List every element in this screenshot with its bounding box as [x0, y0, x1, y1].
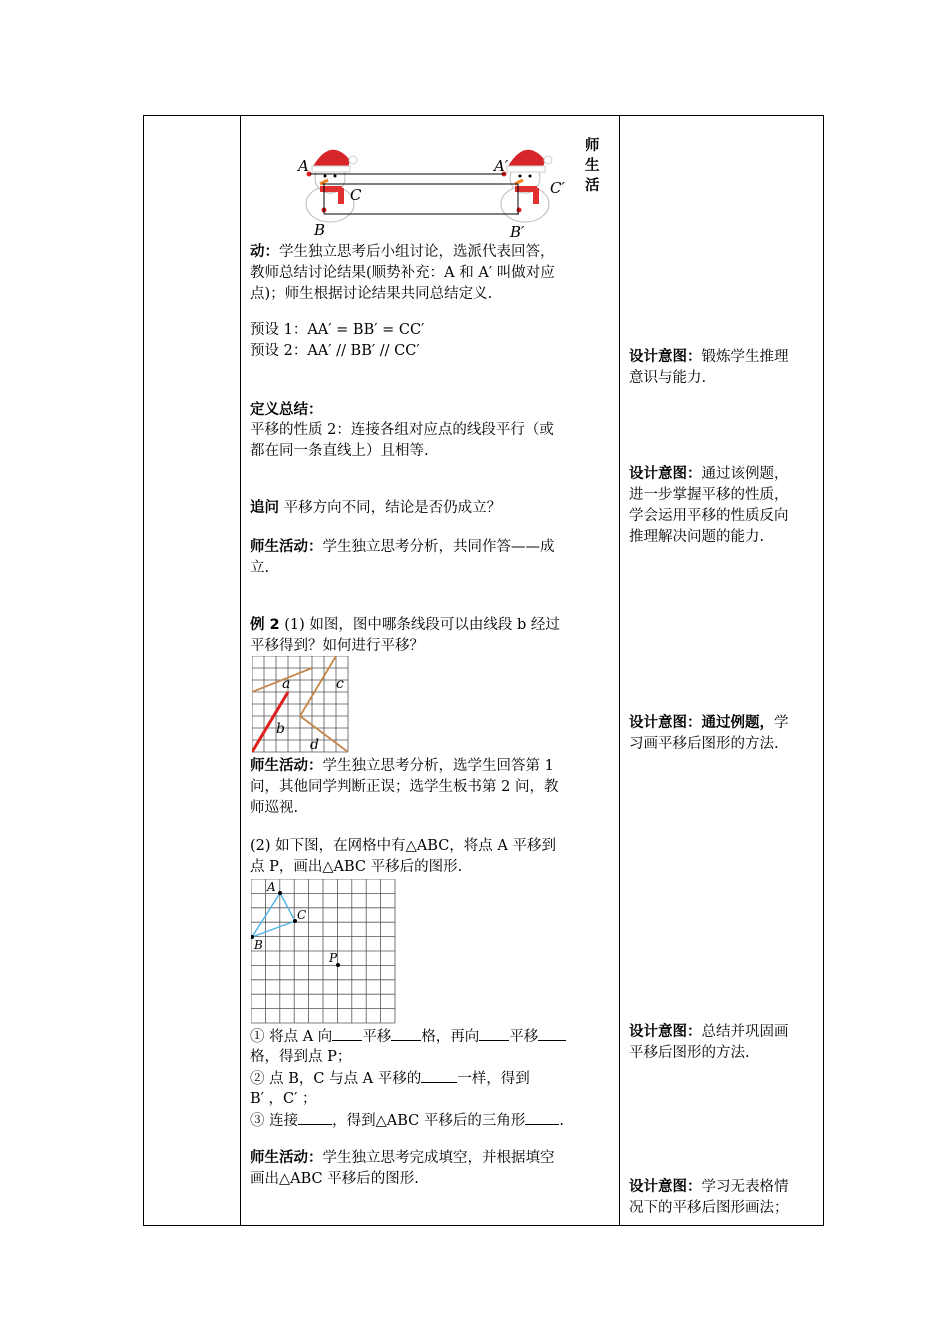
definition-title: 定义总结：: [250, 402, 323, 418]
intent-2-line2: 进一步掌握平移的性质，: [629, 487, 789, 503]
segment-label-d: d: [310, 737, 319, 753]
intent-2-line3: 学会运用平移的性质反向: [629, 508, 789, 524]
fill-line5: ③ 连接 ，得到△ABC 平移后的三角形 .: [250, 1110, 564, 1132]
label-B: B: [314, 221, 326, 238]
example2-line1: 例 2 (1) 如图，图中哪条线段可以由线段 b 经过: [250, 617, 560, 633]
segment-c: [300, 656, 336, 716]
intent-3-line1: 设计意图：通过例题，学: [629, 715, 789, 731]
blank-same[interactable]: [421, 1068, 457, 1083]
blank-direction-1[interactable]: [332, 1026, 362, 1041]
fill-line1: ① 将点 A 向 平移 格，再向 平移: [250, 1026, 566, 1048]
snowman-right: [501, 150, 552, 222]
fill-line2: 格，得到点 P；: [250, 1049, 352, 1065]
activity1-head: 动：: [250, 244, 279, 260]
activity3-line2: 问，其他同学判断正误；选学生板书第 2 问，教: [250, 779, 559, 795]
label-B-prime: B′: [510, 223, 525, 238]
intent-2-line1: 设计意图：通过该例题，: [629, 466, 789, 482]
blank-connect[interactable]: [298, 1110, 332, 1125]
fill-line4: B′ ，C′ ；: [250, 1091, 317, 1107]
grid-label-P: P: [329, 951, 338, 965]
blank-direction-2[interactable]: [479, 1026, 509, 1041]
segment-grid: [252, 656, 350, 754]
preset-2: 预设 2：AA′ // BB′ // CC′: [250, 343, 420, 359]
side-label-2: 生: [585, 158, 600, 174]
blank-count-1[interactable]: [391, 1026, 421, 1041]
side-label-3: 活: [585, 178, 600, 194]
label-A-prime: A′: [494, 157, 509, 175]
intent-2-line4: 推理解决问题的能力.: [629, 529, 765, 545]
column-divider: [240, 116, 241, 1225]
intent-1-line1: 设计意图：锻炼学生推理: [629, 349, 789, 365]
part2-line2: 点 P，画出△ABC 平移后的图形.: [250, 859, 463, 875]
activity4-line2: 画出△ABC 平移后的图形.: [250, 1171, 419, 1187]
label-C-prime: C′: [550, 179, 565, 197]
triangle-ABC: [252, 893, 295, 937]
segment-label-b: b: [276, 721, 285, 737]
example2-line2: 平移得到？如何进行平移？: [250, 638, 424, 654]
label-A: A: [298, 157, 309, 175]
side-label-1: 师: [585, 138, 600, 154]
segment-label-c: c: [336, 676, 344, 692]
activity3-line1: 师生活动：学生独立思考分析，选学生回答第 1: [250, 758, 554, 774]
blank-triangle[interactable]: [525, 1110, 559, 1125]
grid-label-A: A: [267, 880, 276, 894]
definition-line1: 平移的性质 2：连接各组对应点的线段平行（或: [250, 422, 554, 438]
grid-label-B: B: [254, 938, 263, 952]
triangle-grid: [251, 879, 397, 1025]
activity1-line2: 教师总结讨论结果(顺势补充：A 和 A′ 叫做对应: [250, 265, 555, 281]
blank-count-2[interactable]: [538, 1026, 566, 1041]
part2-line1: (2) 如下图，在网格中有△ABC，将点 A 平移到: [250, 838, 556, 854]
activity2-line1: 师生活动：学生独立思考分析，共同作答——成: [250, 539, 555, 555]
definition-line2: 都在同一条直线上）且相等.: [250, 443, 429, 459]
intent-4-line1: 设计意图：总结并巩固画: [629, 1024, 789, 1040]
segment-label-a: a: [282, 676, 291, 692]
activity1-line1: 动：学生独立思考后小组讨论，选派代表回答，: [250, 244, 555, 260]
label-C: C: [350, 186, 362, 204]
preset-1: 预设 1：AA′ = BB′ = CC′: [250, 322, 425, 338]
intent-1-line2: 意识与能力.: [629, 370, 707, 386]
intent-5-line2: 况下的平移后图形画法；: [629, 1200, 789, 1216]
activity1-line3: 点)；师生根据讨论结果共同总结定义.: [250, 286, 493, 302]
grid-label-C: C: [297, 908, 307, 922]
activity4-line1: 师生活动：学生独立思考完成填空，并根据填空: [250, 1150, 555, 1166]
snowman-figure: [288, 138, 578, 238]
intent-4-line2: 平移后图形的方法.: [629, 1045, 750, 1061]
activity3-line3: 师巡视.: [250, 800, 299, 816]
intent-3-line2: 习画平移后图形的方法.: [629, 736, 779, 752]
activity2-line2: 立.: [250, 560, 270, 576]
fill-line3: ② 点 B，C 与点 A 平移的 一样，得到: [250, 1068, 530, 1090]
followup: 追问 平移方向不同，结论是否仍成立？: [250, 500, 502, 516]
column-divider: [619, 116, 620, 1225]
intent-5-line1: 设计意图：学习无表格情: [629, 1179, 789, 1195]
